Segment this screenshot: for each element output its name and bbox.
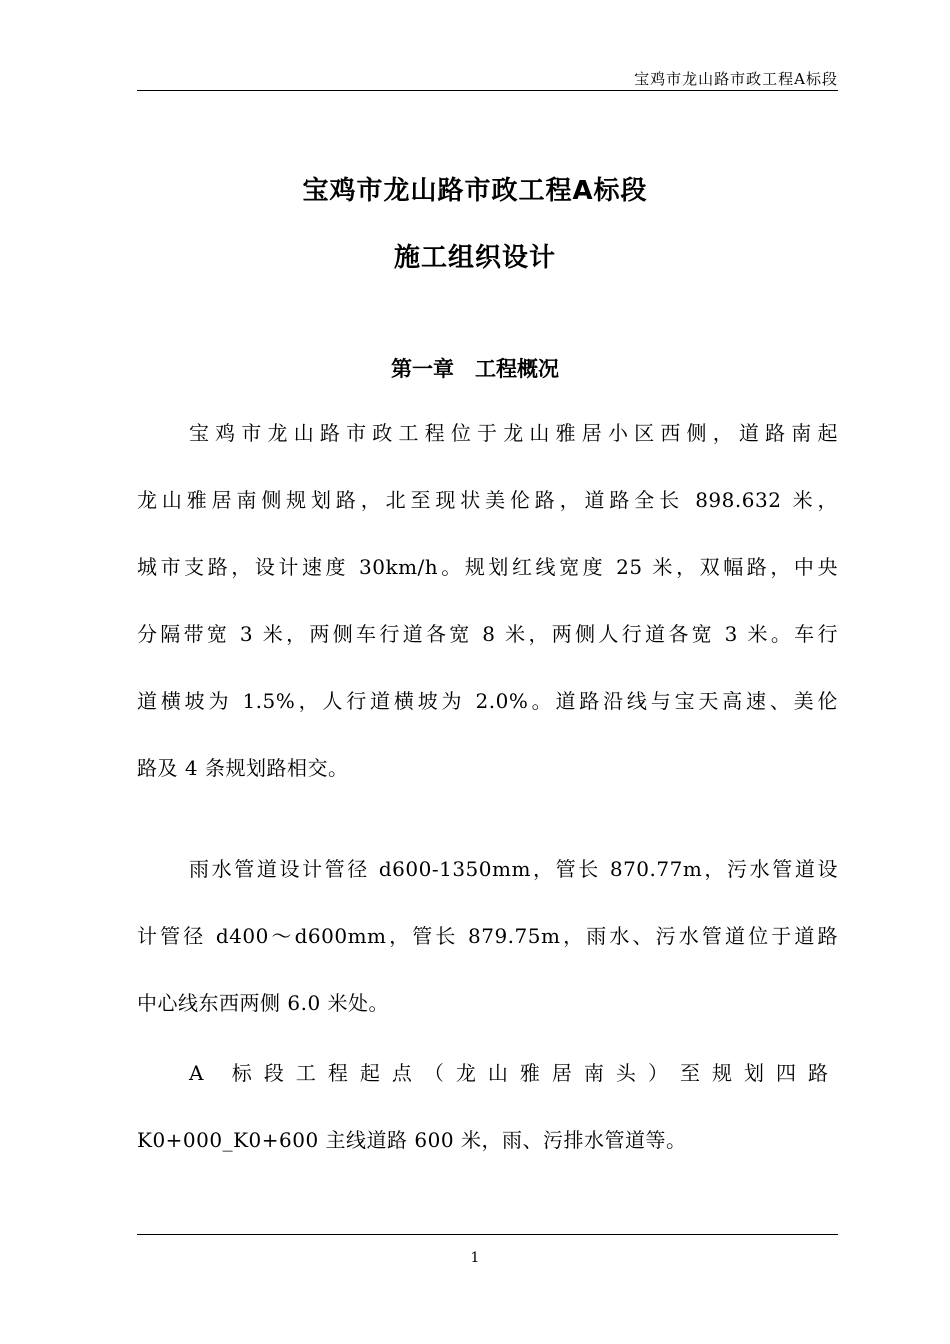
paragraph-line: 宝鸡市龙山路市政工程位于龙山雅居小区西侧，道路南起: [189, 421, 838, 445]
paragraph-pipes: [137, 836, 838, 1037]
header-rule: [137, 90, 838, 91]
paragraph-line: 中心线东西两侧 6.0 米处。: [137, 991, 390, 1015]
paragraph-section-a: [137, 1040, 838, 1174]
document-subtitle: 施工组织设计: [393, 243, 556, 273]
paragraph-line: 分隔带宽 3 米，两侧车行道各宽 8 米，两侧人行道各宽 3 米。车行: [137, 622, 838, 646]
paragraph-line: 计管径 d400～d600mm，管长 879.75m，雨水、污水管道位于道路: [137, 924, 838, 948]
paragraph-line: A 标段工程起点（龙山雅居南头）至规划四路: [189, 1061, 838, 1085]
running-header: 宝鸡市龙山路市政工程A标段: [634, 70, 838, 88]
paragraph-line: 龙山雅居南侧规划路，北至现状美伦路，道路全长 898.632 米，: [137, 488, 838, 512]
page-number: 1: [470, 1250, 480, 1266]
paragraph-line: K0+000_K0+600 主线道路 600 米，雨、污排水管道等。: [137, 1128, 687, 1152]
footer-rule: [137, 1234, 838, 1235]
paragraph-line: 雨水管道设计管径 d600-1350mm，管长 870.77m，污水管道设: [189, 857, 838, 881]
paragraph-line: 路及 4 条规划路相交。: [137, 756, 349, 780]
paragraph-overview: [137, 400, 838, 802]
paragraph-line: 道横坡为 1.5%，人行道横坡为 2.0%。道路沿线与宝天高速、美伦: [137, 689, 838, 713]
chapter-heading: 第一章 工程概况: [391, 357, 559, 381]
paragraph-line: 城市支路，设计速度 30km/h。规划红线宽度 25 米，双幅路，中央: [137, 555, 838, 579]
document-title: 宝鸡市龙山路市政工程A标段: [302, 176, 648, 206]
